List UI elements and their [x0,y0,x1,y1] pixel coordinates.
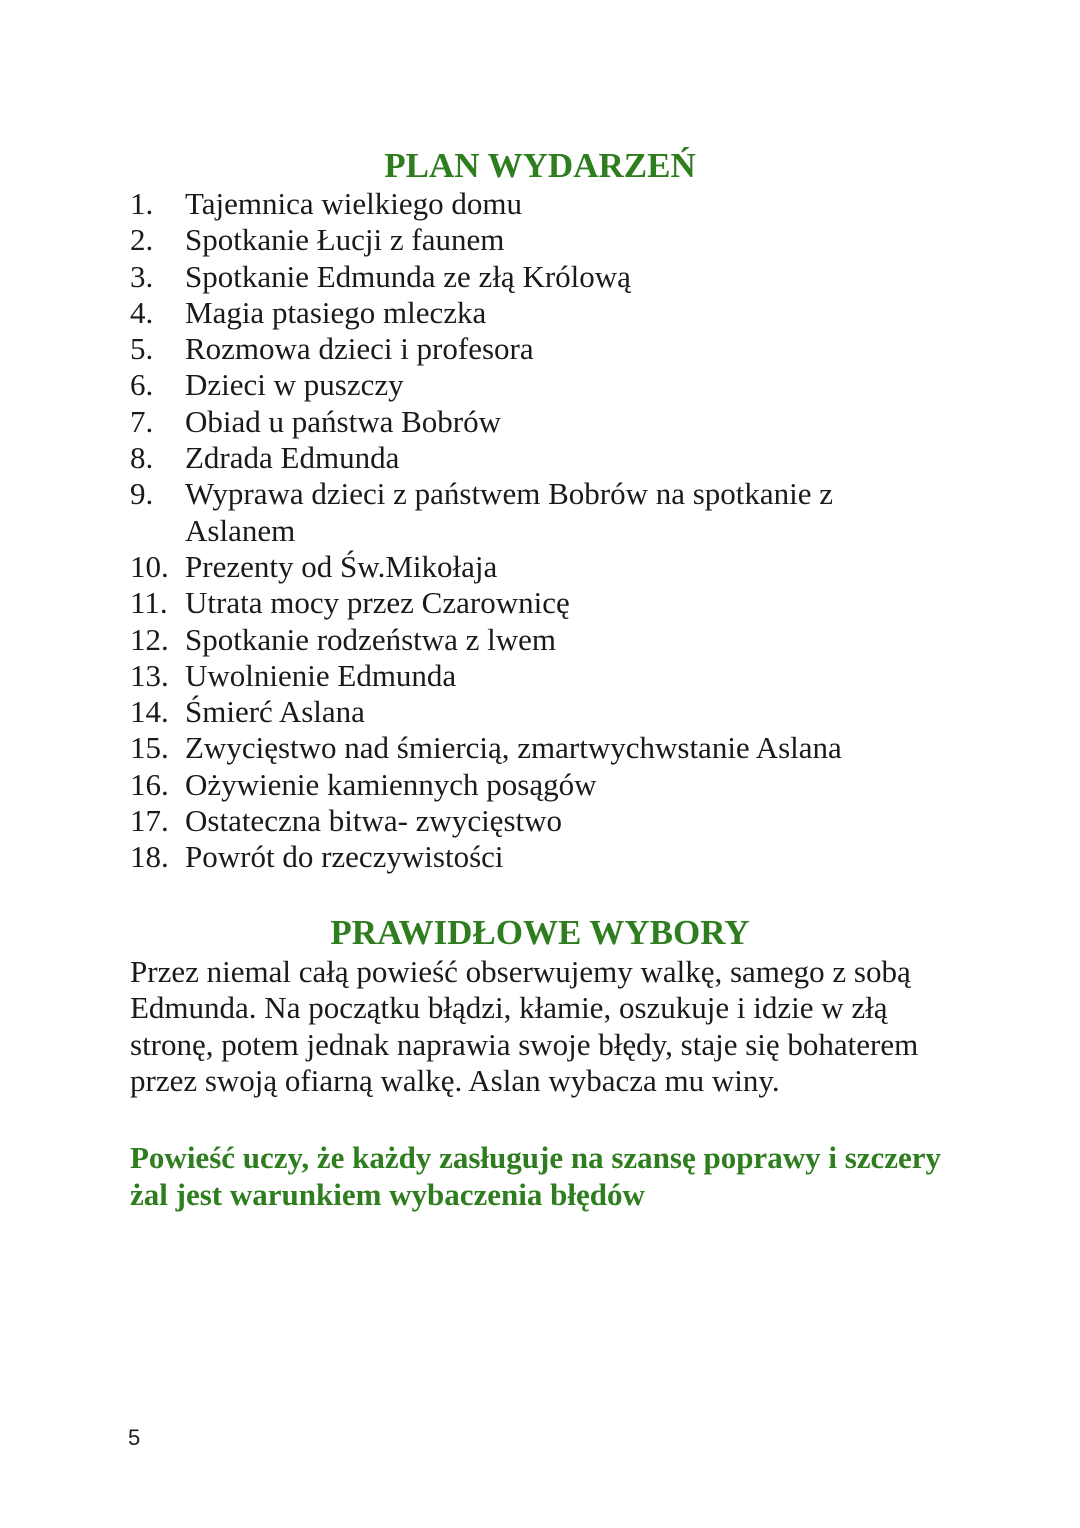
choices-heading: PRAWIDŁOWE WYBORY [330,913,750,952]
list-item-number: 3. [130,258,154,294]
list-item-number: 13. [130,657,169,693]
list-item [130,186,910,222]
list-item [130,440,910,476]
choices-paragraph: Przez niemal całą powieść obserwujemy walkę, samego z sobą Edmunda. Na początku błądzi, kłamie, oszukuje i idzie w złą stronę, potem jednak naprawia swoje błędy, staje się bohaterem przez swoją ofiarną walkę. Aslan wybacza mu winy. [130,954,919,1098]
plan-list [130,186,910,876]
list-item-text: Ożywienie kamiennych posągów [185,766,597,802]
list-item [130,222,910,258]
plan-heading: PLAN WYDARZEŃ [384,146,696,185]
list-item-number: 8. [130,440,154,476]
list-item [130,476,910,549]
list-item-number: 5. [130,331,154,367]
list-item-text: Dzieci w puszczy [185,367,404,403]
list-item [130,295,910,331]
list-item-number: 10. [130,548,169,584]
list-item-text: Spotkanie rodzeństwa z lwem [185,621,557,657]
list-item-text: Magia ptasiego mleczka [185,294,487,330]
list-item-number: 6. [130,367,154,403]
list-item [130,767,910,803]
list-item-text: Zwycięstwo nad śmiercią, zmartwychwstanie Aslana [185,730,842,766]
list-item-number: 18. [130,839,169,875]
list-item-number: 16. [130,766,169,802]
list-item-text: Obiad u państwa Bobrów [185,403,501,439]
list-item [130,658,910,694]
list-item-text: Wyprawa dzieci z państwem Bobrów na spotkanie z Aslanem [185,476,834,548]
list-item [130,259,910,295]
list-item [130,839,910,875]
list-item-number: 17. [130,803,169,839]
list-item-text: Śmierć Aslana [185,694,365,730]
list-item-number: 15. [130,730,169,766]
list-item [130,730,910,766]
list-item-number: 2. [130,222,154,258]
list-item-number: 7. [130,403,154,439]
page-number: 5 [128,1425,141,1450]
list-item-text: Rozmowa dzieci i profesora [185,331,534,367]
list-item-number: 12. [130,621,169,657]
list-item-number: 11. [130,585,168,621]
list-item [130,803,910,839]
list-item [130,549,910,585]
moral-statement: Powieść uczy, że każdy zasługuje na szansę poprawy i szczery żal jest warunkiem wybaczenia błędów [130,1140,942,1212]
list-item [130,367,910,403]
list-item-text: Prezenty od Św.Mikołaja [185,548,498,584]
list-item-text: Powrót do rzeczywistości [185,839,504,875]
list-item-text: Ostateczna bitwa- zwycięstwo [185,803,563,839]
list-item [130,404,910,440]
list-item-text: Tajemnica wielkiego domu [185,186,523,221]
list-item-text: Uwolnienie Edmunda [185,657,457,693]
list-item-number: 1. [130,186,154,221]
list-item [130,622,910,658]
list-item-number: 4. [130,294,154,330]
list-item [130,585,910,621]
list-item-text: Spotkanie Edmunda ze złą Królową [185,258,631,294]
list-item [130,694,910,730]
list-item-text: Spotkanie Łucji z faunem [185,222,505,258]
list-item [130,331,910,367]
list-item-number: 9. [130,476,154,512]
list-item-number: 14. [130,694,169,730]
list-item-text: Zdrada Edmunda [185,440,400,476]
list-item-text: Utrata mocy przez Czarownicę [185,585,570,621]
